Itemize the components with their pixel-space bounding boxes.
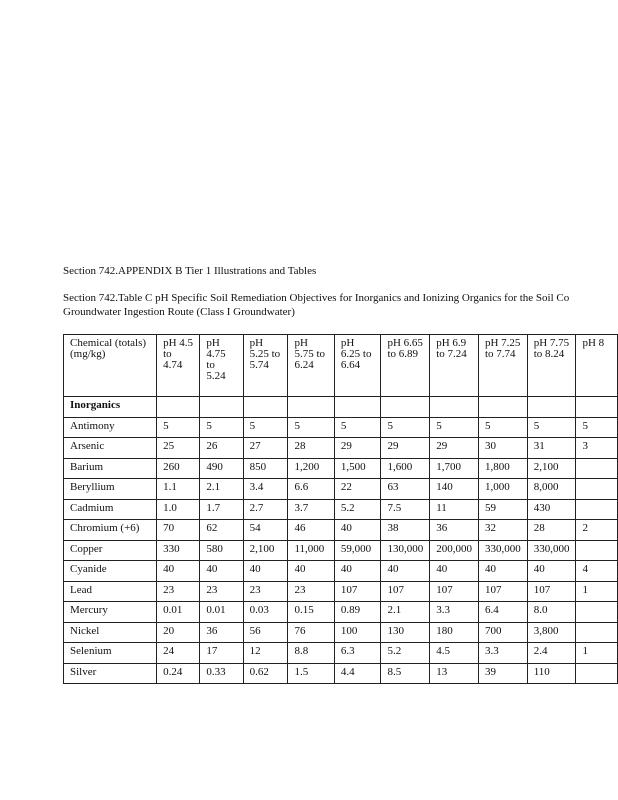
objective-value-cell: 26 xyxy=(200,438,243,459)
objective-value-cell: 3.3 xyxy=(478,643,527,664)
table-header-row xyxy=(64,335,618,397)
header-ph-range: pH 7.75 to 8.24 xyxy=(527,335,576,397)
objective-value-cell: 0.01 xyxy=(200,602,243,623)
objective-value-cell: 2.7 xyxy=(243,499,288,520)
empty-cell xyxy=(478,397,527,418)
objective-value-cell: 5 xyxy=(381,417,430,438)
objective-value-cell: 107 xyxy=(430,581,479,602)
objective-value-cell: 40 xyxy=(478,561,527,582)
objective-value-cell: 2.1 xyxy=(381,602,430,623)
objective-value-cell: 3,800 xyxy=(527,622,576,643)
objective-value-cell: 3.4 xyxy=(243,479,288,500)
objective-value-cell: 0.62 xyxy=(243,663,288,684)
objective-value-cell: 107 xyxy=(381,581,430,602)
empty-cell xyxy=(381,397,430,418)
remediation-table xyxy=(63,334,618,684)
objective-value-cell: 0.15 xyxy=(288,602,334,623)
objective-value-cell: 1,200 xyxy=(288,458,334,479)
objective-value-cell: 5 xyxy=(576,417,618,438)
objective-value-cell: 2,100 xyxy=(527,458,576,479)
objective-value-cell: 30 xyxy=(478,438,527,459)
objective-value-cell: 59,000 xyxy=(334,540,381,561)
objective-value-cell xyxy=(576,602,618,623)
objective-value-cell: 1,800 xyxy=(478,458,527,479)
objective-value-cell: 2 xyxy=(576,520,618,541)
objective-value-cell xyxy=(576,479,618,500)
objective-value-cell: 8.0 xyxy=(527,602,576,623)
table-row xyxy=(64,561,618,582)
objective-value-cell: 130,000 xyxy=(381,540,430,561)
objective-value-cell: 40 xyxy=(334,561,381,582)
objective-value-cell: 0.33 xyxy=(200,663,243,684)
objective-value-cell: 5 xyxy=(157,417,200,438)
objective-value-cell: 24 xyxy=(157,643,200,664)
remediation-table-container xyxy=(63,334,618,706)
objective-value-cell: 32 xyxy=(478,520,527,541)
objective-value-cell: 46 xyxy=(288,520,334,541)
objective-value-cell: 27 xyxy=(243,438,288,459)
table-body xyxy=(64,397,618,684)
empty-cell xyxy=(334,397,381,418)
header-ph-range: pH 5.25 to 5.74 xyxy=(243,335,288,397)
objective-value-cell xyxy=(576,622,618,643)
objective-value-cell: 3.3 xyxy=(430,602,479,623)
objective-value-cell: 29 xyxy=(381,438,430,459)
objective-value-cell: 1.7 xyxy=(200,499,243,520)
empty-cell xyxy=(576,397,618,418)
objective-value-cell: 36 xyxy=(430,520,479,541)
chemical-name-cell: Arsenic xyxy=(64,438,157,459)
objective-value-cell: 54 xyxy=(243,520,288,541)
objective-value-cell: 70 xyxy=(157,520,200,541)
objective-value-cell: 1,700 xyxy=(430,458,479,479)
objective-value-cell: 56 xyxy=(243,622,288,643)
objective-value-cell: 2.1 xyxy=(200,479,243,500)
objective-value-cell: 6.4 xyxy=(478,602,527,623)
table-row xyxy=(64,602,618,623)
objective-value-cell: 40 xyxy=(243,561,288,582)
objective-value-cell: 31 xyxy=(527,438,576,459)
header-ph-range: pH 7.25 to 7.74 xyxy=(478,335,527,397)
empty-cell xyxy=(243,397,288,418)
chemical-name-cell: Beryllium xyxy=(64,479,157,500)
chemical-name-cell: Antimony xyxy=(64,417,157,438)
objective-value-cell: 5 xyxy=(527,417,576,438)
header-ph-range: pH 8 xyxy=(576,335,618,397)
empty-cell xyxy=(200,397,243,418)
objective-value-cell: 29 xyxy=(430,438,479,459)
objective-value-cell: 1,000 xyxy=(478,479,527,500)
objective-value-cell: 8,000 xyxy=(527,479,576,500)
objective-value-cell: 40 xyxy=(157,561,200,582)
header-ph-range: pH 4.5 to 4.74 xyxy=(157,335,200,397)
table-row xyxy=(64,581,618,602)
empty-cell xyxy=(157,397,200,418)
table-row xyxy=(64,479,618,500)
objective-value-cell: 100 xyxy=(334,622,381,643)
objective-value-cell: 4.4 xyxy=(334,663,381,684)
table-row xyxy=(64,663,618,684)
empty-cell xyxy=(288,397,334,418)
section-row-inorganics xyxy=(64,397,618,418)
chemical-name-cell: Copper xyxy=(64,540,157,561)
objective-value-cell xyxy=(576,458,618,479)
chemical-name-cell: Lead xyxy=(64,581,157,602)
chemical-name-cell: Cyanide xyxy=(64,561,157,582)
objective-value-cell: 180 xyxy=(430,622,479,643)
objective-value-cell: 29 xyxy=(334,438,381,459)
objective-value-cell xyxy=(576,663,618,684)
objective-value-cell: 850 xyxy=(243,458,288,479)
empty-cell xyxy=(430,397,479,418)
objective-value-cell: 107 xyxy=(478,581,527,602)
objective-value-cell: 8.5 xyxy=(381,663,430,684)
chemical-name-cell: Chromium (+6) xyxy=(64,520,157,541)
chemical-name-cell: Nickel xyxy=(64,622,157,643)
objective-value-cell: 25 xyxy=(157,438,200,459)
objective-value-cell: 6.3 xyxy=(334,643,381,664)
objective-value-cell: 200,000 xyxy=(430,540,479,561)
table-row xyxy=(64,458,618,479)
objective-value-cell: 1 xyxy=(576,581,618,602)
objective-value-cell: 59 xyxy=(478,499,527,520)
objective-value-cell: 1.1 xyxy=(157,479,200,500)
objective-value-cell: 107 xyxy=(527,581,576,602)
objective-value-cell: 28 xyxy=(288,438,334,459)
objective-value-cell: 36 xyxy=(200,622,243,643)
objective-value-cell: 40 xyxy=(430,561,479,582)
objective-value-cell: 22 xyxy=(334,479,381,500)
objective-value-cell: 5 xyxy=(200,417,243,438)
objective-value-cell: 1,600 xyxy=(381,458,430,479)
chemical-name-cell: Barium xyxy=(64,458,157,479)
header-chemical: Chemical (totals) (mg/kg) xyxy=(64,335,157,397)
objective-value-cell: 260 xyxy=(157,458,200,479)
objective-value-cell: 1 xyxy=(576,643,618,664)
objective-value-cell: 580 xyxy=(200,540,243,561)
objective-value-cell: 1.0 xyxy=(157,499,200,520)
objective-value-cell: 0.01 xyxy=(157,602,200,623)
objective-value-cell: 28 xyxy=(527,520,576,541)
objective-value-cell: 2.4 xyxy=(527,643,576,664)
objective-value-cell: 5 xyxy=(243,417,288,438)
objective-value-cell: 20 xyxy=(157,622,200,643)
caption-line-2: Groundwater Ingestion Route (Class I Groundwater) xyxy=(63,306,295,318)
objective-value-cell: 6.6 xyxy=(288,479,334,500)
objective-value-cell: 7.5 xyxy=(381,499,430,520)
chemical-name-cell: Silver xyxy=(64,663,157,684)
objective-value-cell: 700 xyxy=(478,622,527,643)
objective-value-cell: 2,100 xyxy=(243,540,288,561)
objective-value-cell: 5.2 xyxy=(381,643,430,664)
objective-value-cell: 39 xyxy=(478,663,527,684)
objective-value-cell: 11,000 xyxy=(288,540,334,561)
table-row xyxy=(64,438,618,459)
objective-value-cell: 490 xyxy=(200,458,243,479)
objective-value-cell: 40 xyxy=(288,561,334,582)
objective-value-cell: 38 xyxy=(381,520,430,541)
table-row xyxy=(64,643,618,664)
objective-value-cell: 3.7 xyxy=(288,499,334,520)
objective-value-cell: 17 xyxy=(200,643,243,664)
objective-value-cell: 23 xyxy=(200,581,243,602)
header-ph-range: pH 6.65 to 6.89 xyxy=(381,335,430,397)
objective-value-cell: 330,000 xyxy=(527,540,576,561)
objective-value-cell: 1,500 xyxy=(334,458,381,479)
objective-value-cell: 62 xyxy=(200,520,243,541)
objective-value-cell: 5.2 xyxy=(334,499,381,520)
objective-value-cell: 5 xyxy=(478,417,527,438)
header-ph-range: pH 5.75 to 6.24 xyxy=(288,335,334,397)
objective-value-cell: 12 xyxy=(243,643,288,664)
objective-value-cell: 4.5 xyxy=(430,643,479,664)
objective-value-cell: 330,000 xyxy=(478,540,527,561)
objective-value-cell: 0.24 xyxy=(157,663,200,684)
objective-value-cell: 140 xyxy=(430,479,479,500)
objective-value-cell: 110 xyxy=(527,663,576,684)
objective-value-cell: 5 xyxy=(334,417,381,438)
table-row xyxy=(64,520,618,541)
objective-value-cell: 40 xyxy=(381,561,430,582)
chemical-name-cell: Selenium xyxy=(64,643,157,664)
section-heading: Section 742.APPENDIX B Tier 1 Illustrations and Tables xyxy=(63,265,317,277)
objective-value-cell: 23 xyxy=(288,581,334,602)
objective-value-cell: 4 xyxy=(576,561,618,582)
objective-value-cell: 1.5 xyxy=(288,663,334,684)
header-ph-range: pH 4.75 to 5.24 xyxy=(200,335,243,397)
objective-value-cell: 11 xyxy=(430,499,479,520)
table-row xyxy=(64,622,618,643)
objective-value-cell: 40 xyxy=(527,561,576,582)
chemical-name-cell: Cadmium xyxy=(64,499,157,520)
table-caption xyxy=(63,291,569,319)
objective-value-cell: 23 xyxy=(243,581,288,602)
objective-value-cell: 430 xyxy=(527,499,576,520)
header-ph-range: pH 6.25 to 6.64 xyxy=(334,335,381,397)
objective-value-cell: 0.03 xyxy=(243,602,288,623)
objective-value-cell: 5 xyxy=(288,417,334,438)
caption-line-1: Section 742.Table C pH Specific Soil Remediation Objectives for Inorganics and Ionizing Organics for the Soil Co xyxy=(63,292,570,304)
section-label: Inorganics xyxy=(64,397,157,418)
objective-value-cell: 76 xyxy=(288,622,334,643)
header-ph-range: pH 6.9 to 7.24 xyxy=(430,335,479,397)
objective-value-cell: 13 xyxy=(430,663,479,684)
empty-cell xyxy=(527,397,576,418)
objective-value-cell: 8.8 xyxy=(288,643,334,664)
objective-value-cell: 5 xyxy=(430,417,479,438)
objective-value-cell: 63 xyxy=(381,479,430,500)
objective-value-cell xyxy=(576,540,618,561)
objective-value-cell: 40 xyxy=(200,561,243,582)
table-row xyxy=(64,499,618,520)
objective-value-cell xyxy=(576,499,618,520)
objective-value-cell: 0.89 xyxy=(334,602,381,623)
table-row xyxy=(64,417,618,438)
table-row xyxy=(64,540,618,561)
objective-value-cell: 130 xyxy=(381,622,430,643)
objective-value-cell: 23 xyxy=(157,581,200,602)
objective-value-cell: 107 xyxy=(334,581,381,602)
objective-value-cell: 330 xyxy=(157,540,200,561)
objective-value-cell: 3 xyxy=(576,438,618,459)
objective-value-cell: 40 xyxy=(334,520,381,541)
chemical-name-cell: Mercury xyxy=(64,602,157,623)
